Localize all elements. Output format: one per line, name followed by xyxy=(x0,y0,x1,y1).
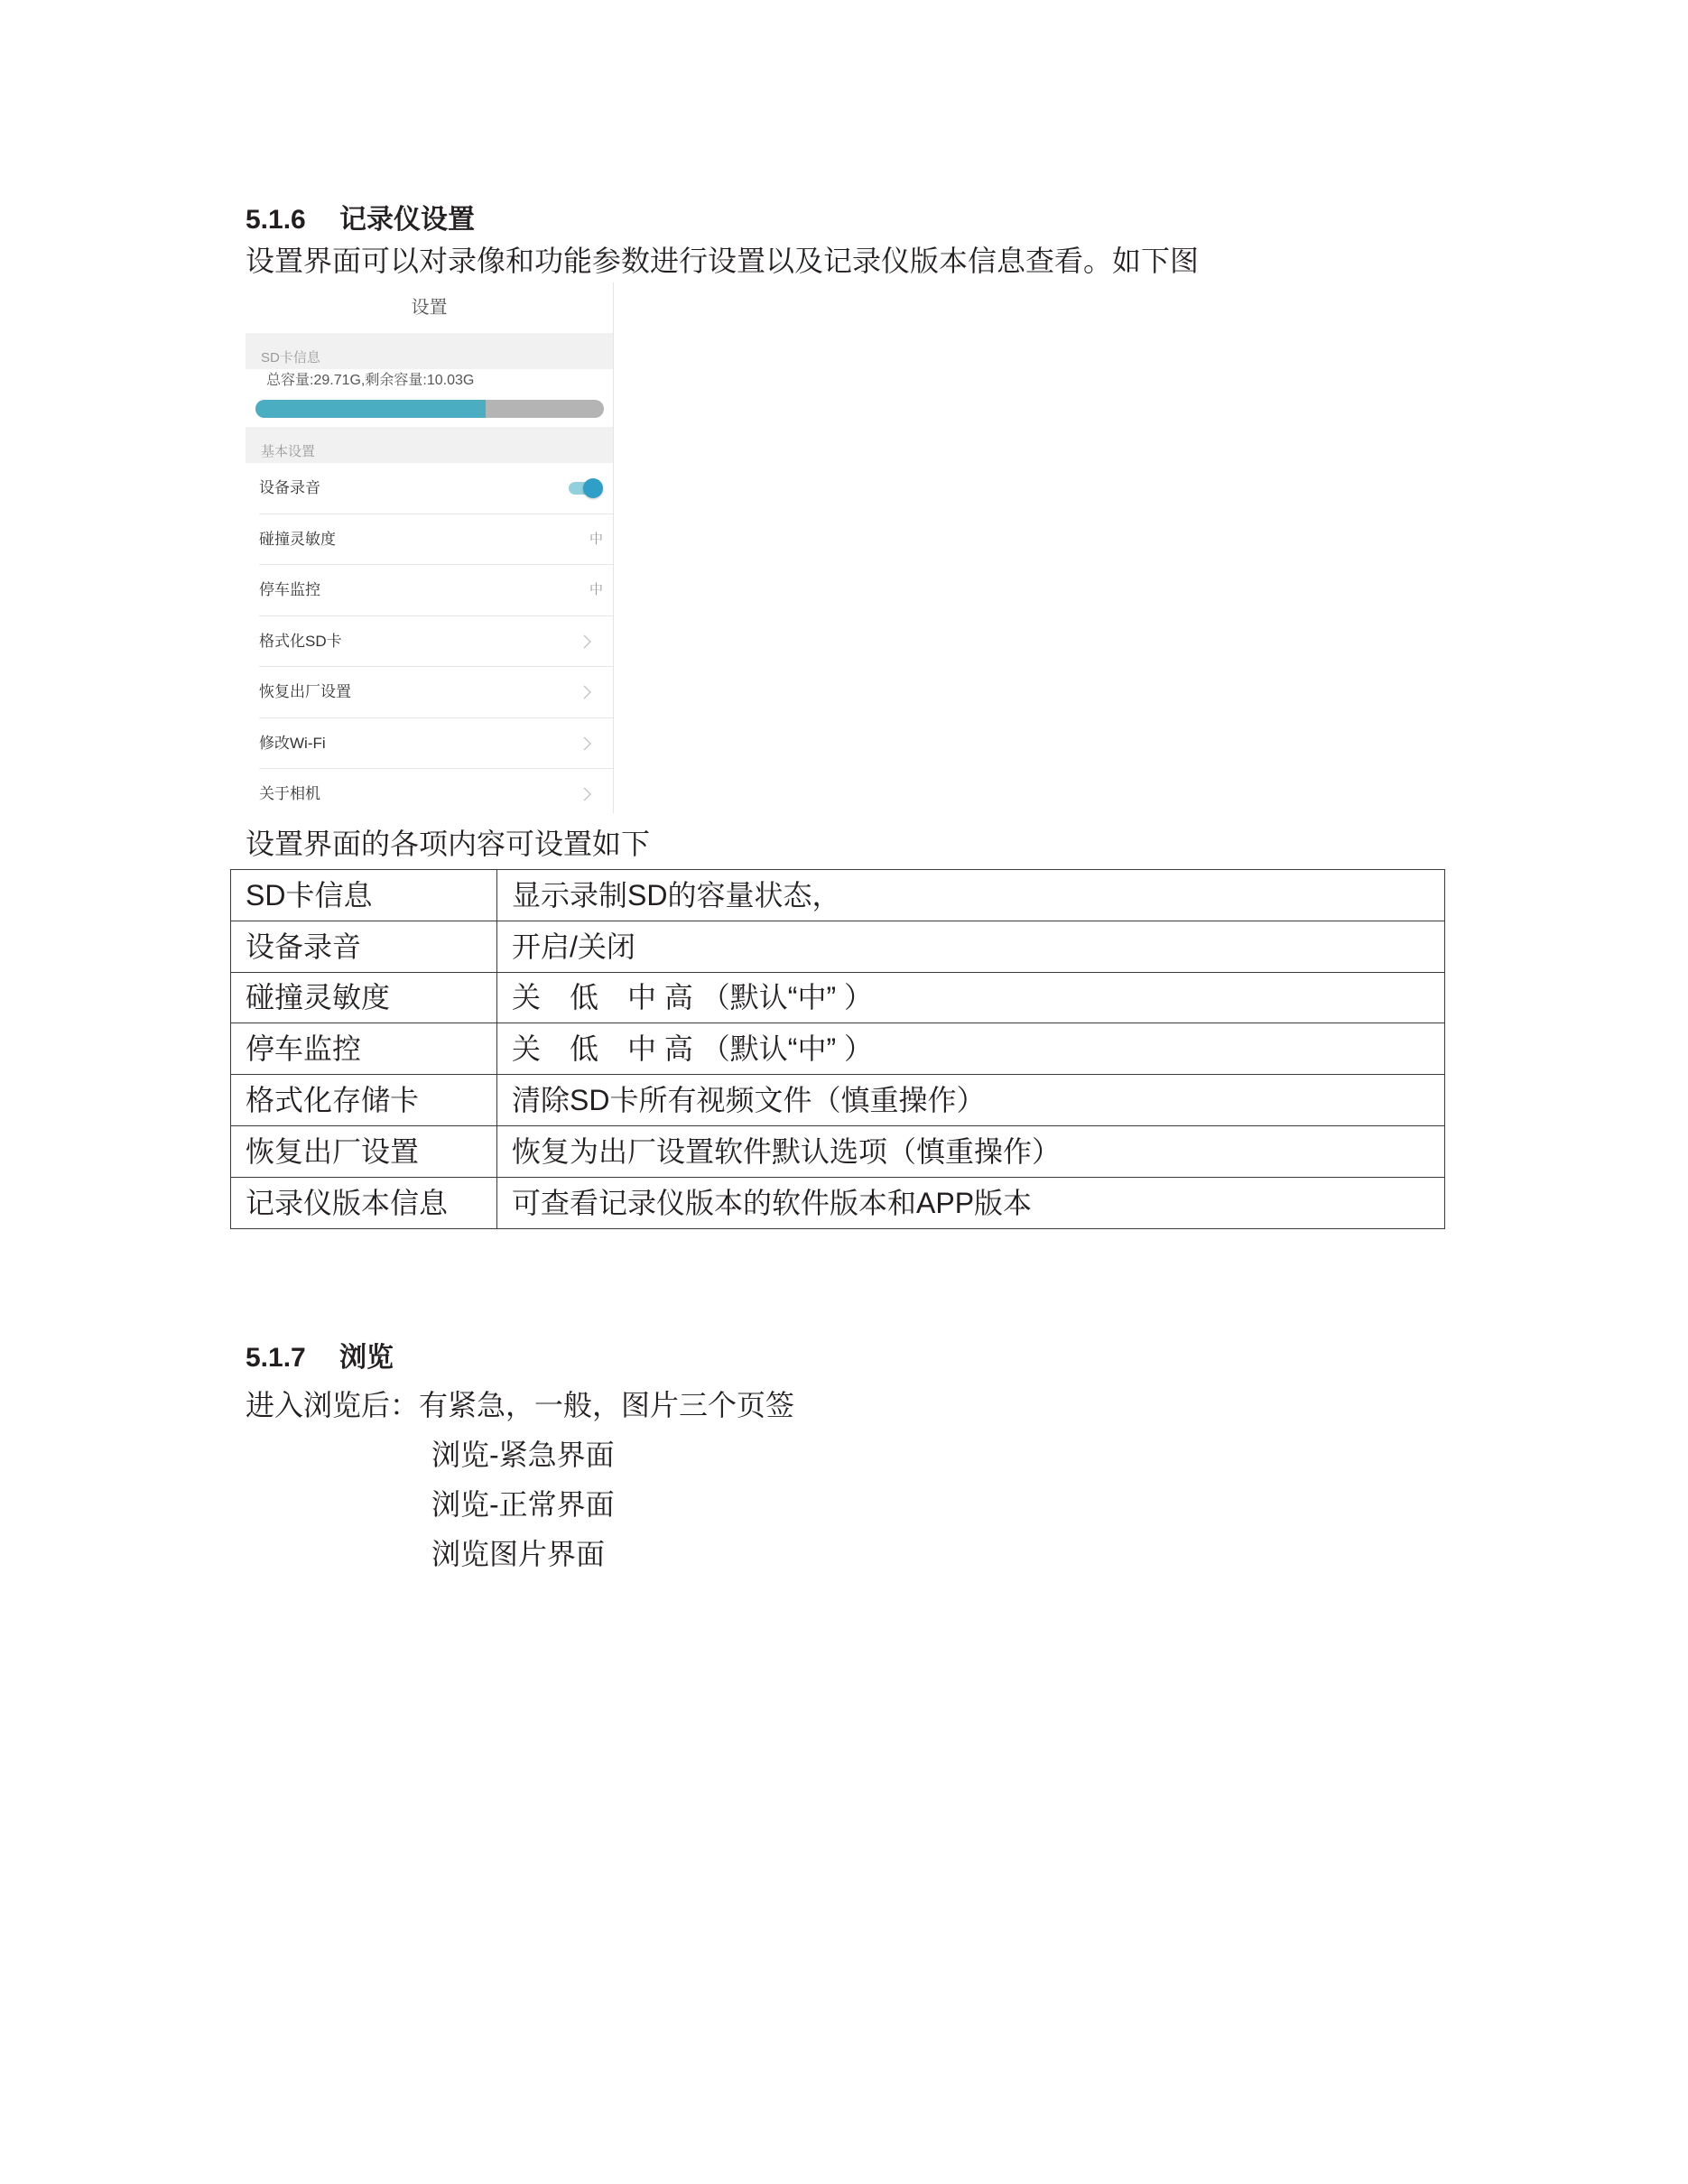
section-title: 记录仪设置 xyxy=(339,205,475,235)
table-cell-item: SD卡信息 xyxy=(231,870,497,921)
table-cell-item: 恢复出厂设置 xyxy=(231,1126,497,1178)
settings-row-label: 停车监控 xyxy=(259,581,320,598)
section-header-label: 基本设置 xyxy=(261,444,316,459)
table-cell-item: 停车监控 xyxy=(231,1023,497,1075)
chevron-right-icon xyxy=(583,736,591,751)
table-intro: 设置界面的各项内容可设置如下 xyxy=(246,828,651,860)
settings-row-about-camera xyxy=(246,769,613,813)
sd-card-section-header xyxy=(246,333,613,369)
settings-row-label: 关于相机 xyxy=(259,785,320,802)
table-cell-item: 碰撞灵敏度 xyxy=(231,973,497,1024)
toggle-switch-icon xyxy=(569,478,603,498)
table-row xyxy=(231,1126,1445,1178)
settings-row-label: 碰撞灵敏度 xyxy=(259,530,336,548)
section-title: 浏览 xyxy=(339,1343,394,1373)
chevron-right-icon xyxy=(583,634,591,649)
browse-list-item: 浏览-紧急界面 xyxy=(431,1439,615,1471)
settings-row-modify-wifi xyxy=(246,718,613,770)
browse-list-item: 浏览-正常界面 xyxy=(431,1488,615,1521)
settings-row-parking-monitor xyxy=(246,565,613,616)
section-heading xyxy=(246,204,475,236)
toggle-knob xyxy=(583,478,603,498)
table-row xyxy=(231,1178,1445,1229)
table-cell-item: 记录仪版本信息 xyxy=(231,1178,497,1229)
settings-row-label: 设备录音 xyxy=(259,479,320,496)
table-row xyxy=(231,921,1445,973)
section-heading xyxy=(246,1342,394,1374)
settings-row-label: 恢复出厂设置 xyxy=(259,683,351,700)
table-cell-item: 设备录音 xyxy=(231,921,497,973)
section-header-label: SD卡信息 xyxy=(261,350,320,366)
table-cell-description: 关 低 中 高 （默认“中” ） xyxy=(497,973,1445,1024)
basic-settings-section-header xyxy=(246,427,613,463)
screen-title: 设置 xyxy=(246,282,613,333)
table-row xyxy=(231,973,1445,1024)
table-cell-description: 显示录制SD的容量状态， xyxy=(497,870,1445,921)
table-cell-description: 清除SD卡所有视频文件（慎重操作） xyxy=(497,1075,1445,1126)
capacity-text: 总容量:29.71G,剩余容量:10.03G xyxy=(266,373,475,388)
table-cell-item: 格式化存储卡 xyxy=(231,1075,497,1126)
table-cell-description: 关 低 中 高 （默认“中” ） xyxy=(497,1023,1445,1075)
settings-row-device-audio xyxy=(246,463,613,514)
table-cell-description: 开启/关闭 xyxy=(497,921,1445,973)
settings-row-collision-sensitivity xyxy=(246,514,613,566)
settings-row-value: 中 xyxy=(589,531,603,547)
settings-row-factory-reset xyxy=(246,667,613,718)
intro-paragraph: 进入浏览后：有紧急，一般，图片三个页签 xyxy=(246,1389,795,1421)
settings-screenshot xyxy=(246,282,614,813)
intro-paragraph: 设置界面可以对录像和功能参数进行设置以及记录仪版本信息查看。如下图 xyxy=(246,245,1200,277)
table-row xyxy=(231,870,1445,921)
settings-row-label: 修改Wi-Fi xyxy=(259,734,326,752)
settings-row-value: 中 xyxy=(589,582,603,597)
section-number: 5.1.6 xyxy=(246,205,306,235)
table-cell-description: 可查看记录仪版本的软件版本和APP版本 xyxy=(497,1178,1445,1229)
table-row xyxy=(231,1023,1445,1075)
settings-row-format-sd xyxy=(246,616,613,668)
browse-list-item: 浏览图片界面 xyxy=(431,1538,606,1570)
capacity-bar xyxy=(255,400,604,418)
settings-table xyxy=(230,869,1445,1229)
settings-row-label: 格式化SD卡 xyxy=(259,632,342,650)
table-cell-description: 恢复为出厂设置软件默认选项（慎重操作） xyxy=(497,1126,1445,1178)
section-number: 5.1.7 xyxy=(246,1343,306,1373)
chevron-right-icon xyxy=(583,787,591,801)
table-row xyxy=(231,1075,1445,1126)
capacity-bar-fill xyxy=(255,400,486,418)
chevron-right-icon xyxy=(583,685,591,699)
